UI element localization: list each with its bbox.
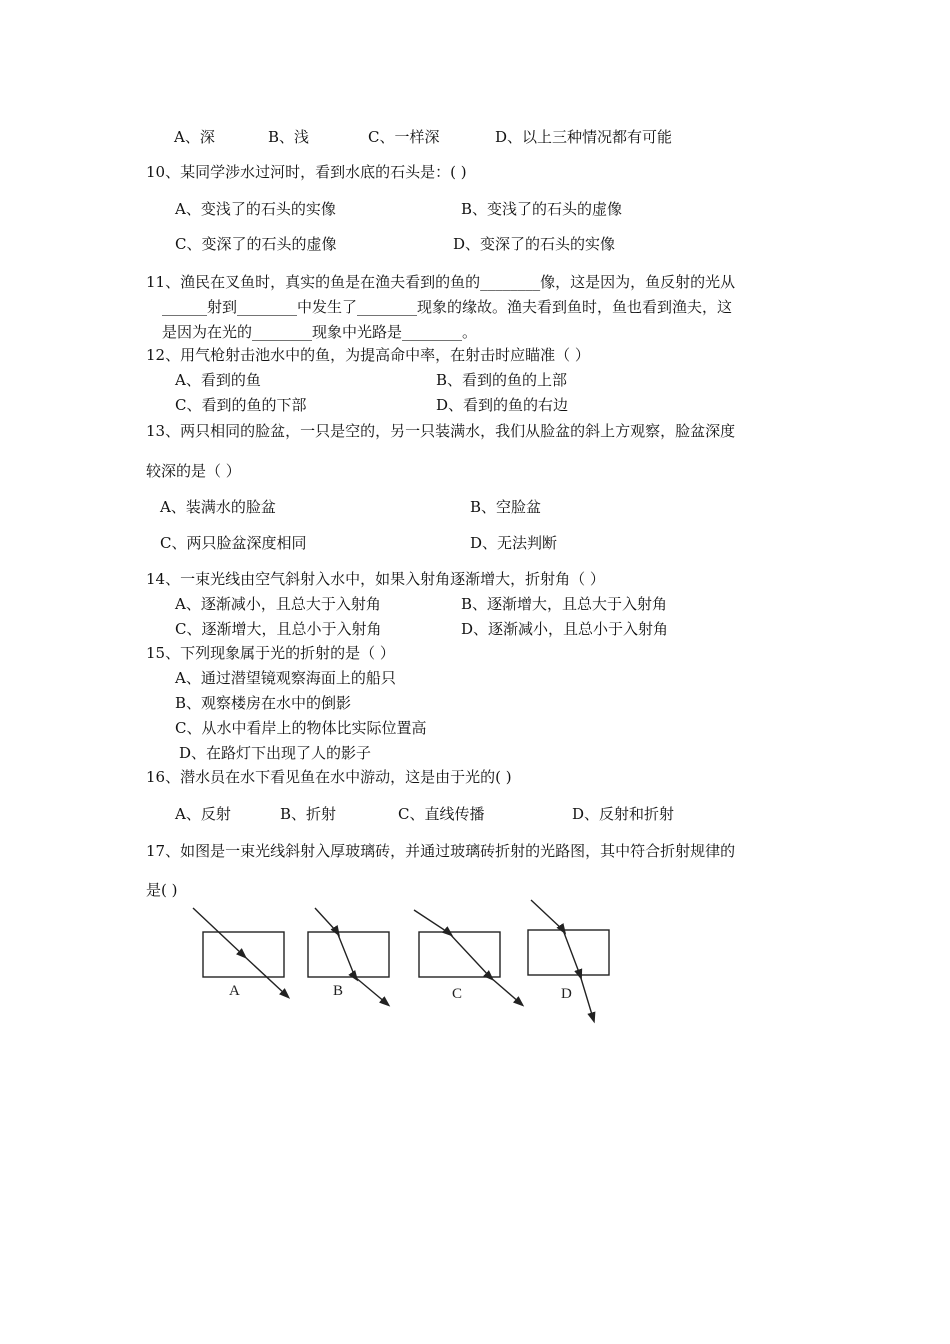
light-ray-b (315, 908, 386, 1003)
q16-option-b: B、折射 (280, 805, 337, 823)
q14-stem: 14、一束光线由空气斜射入水中，如果入射角逐渐增大，折射角（ ） (146, 570, 605, 588)
q9-option-c: C、一样深 (368, 128, 440, 146)
q12-option-c: C、看到的鱼的下部 (175, 396, 307, 414)
q14-option-a: A、逐渐减小，且总大于入射角 (175, 595, 381, 613)
q13-line-1: 13、两只相同的脸盆，一只是空的，另一只装满水，我们从脸盆的斜上方观察，脸盆深度 (146, 422, 736, 440)
q16-stem: 16、潜水员在水下看见鱼在水中游动，这是由于光的( ) (146, 768, 512, 786)
q13-line-2: 较深的是（ ） (146, 462, 241, 480)
glass-block-a (203, 932, 284, 977)
q12-option-d: D、看到的鱼的右边 (436, 396, 569, 414)
q10-option-a: A、变浅了的石头的实像 (175, 200, 336, 218)
glass-block-b (308, 932, 389, 977)
q16-option-a: A、反射 (175, 805, 231, 823)
q13-option-b: B、空脸盆 (470, 498, 542, 516)
q10-option-d: D、变深了的石头的实像 (453, 235, 616, 253)
q14-option-d: D、逐渐减小，且总小于入射角 (461, 620, 669, 638)
q14-option-b: B、逐渐增大，且总大于入射角 (461, 595, 668, 613)
q12-option-a: A、看到的鱼 (175, 371, 261, 389)
q9-option-d: D、以上三种情况都有可能 (495, 128, 673, 146)
q11-line-2: ______射到________中发生了________现象的缘故。渔夫看到鱼时，鱼也看到渔夫，这 (162, 298, 733, 316)
q15-option-d: D、在路灯下出现了人的影子 (179, 744, 372, 762)
q12-option-b: B、看到的鱼的上部 (436, 371, 568, 389)
fig-label-d: D (561, 986, 572, 1002)
q13-option-d: D、无法判断 (470, 534, 558, 552)
q13-option-a: A、装满水的脸盆 (160, 498, 276, 516)
q10-option-b: B、变浅了的石头的虚像 (461, 200, 623, 218)
glass-block-c (419, 932, 500, 977)
q13-option-c: C、两只脸盆深度相同 (160, 534, 307, 552)
q16-option-d: D、反射和折射 (572, 805, 675, 823)
glass-block-d (528, 930, 609, 975)
q11-line-3: 是因为在光的________现象中光路是________。 (162, 323, 478, 341)
q12-stem: 12、用气枪射击池水中的鱼，为提高命中率，在射击时应瞄准（ ） (146, 346, 590, 364)
light-ray-c (414, 910, 520, 1003)
q16-option-c: C、直线传播 (398, 805, 485, 823)
fig-label-a: A (229, 983, 240, 999)
q17-line-2: 是( ) (146, 881, 178, 899)
q11-line-1: 11、渔民在叉鱼时，真实的鱼是在渔夫看到的鱼的________像，这是因为，鱼反射的光从 (146, 273, 736, 291)
light-ray-a (193, 908, 286, 995)
q15-option-b: B、观察楼房在水中的倒影 (175, 694, 352, 712)
q9-option-b: B、浅 (268, 128, 310, 146)
q10-stem: 10、某同学涉水过河时，看到水底的石头是：( ) (146, 163, 467, 181)
fig-label-b: B (333, 983, 344, 999)
q9-option-a: A、深 (174, 128, 215, 146)
fig-label-c: C (452, 986, 463, 1002)
q15-stem: 15、下列现象属于光的折射的是（ ） (146, 644, 395, 662)
q15-option-a: A、通过潜望镜观察海面上的船只 (175, 669, 396, 687)
q14-option-c: C、逐渐增大，且总小于入射角 (175, 620, 382, 638)
q15-option-c: C、从水中看岸上的物体比实际位置高 (175, 719, 427, 737)
q17-line-1: 17、如图是一束光线斜射入厚玻璃砖，并通过玻璃砖折射的光路图，其中符合折射规律的 (146, 842, 736, 860)
q10-option-c: C、变深了的石头的虚像 (175, 235, 337, 253)
